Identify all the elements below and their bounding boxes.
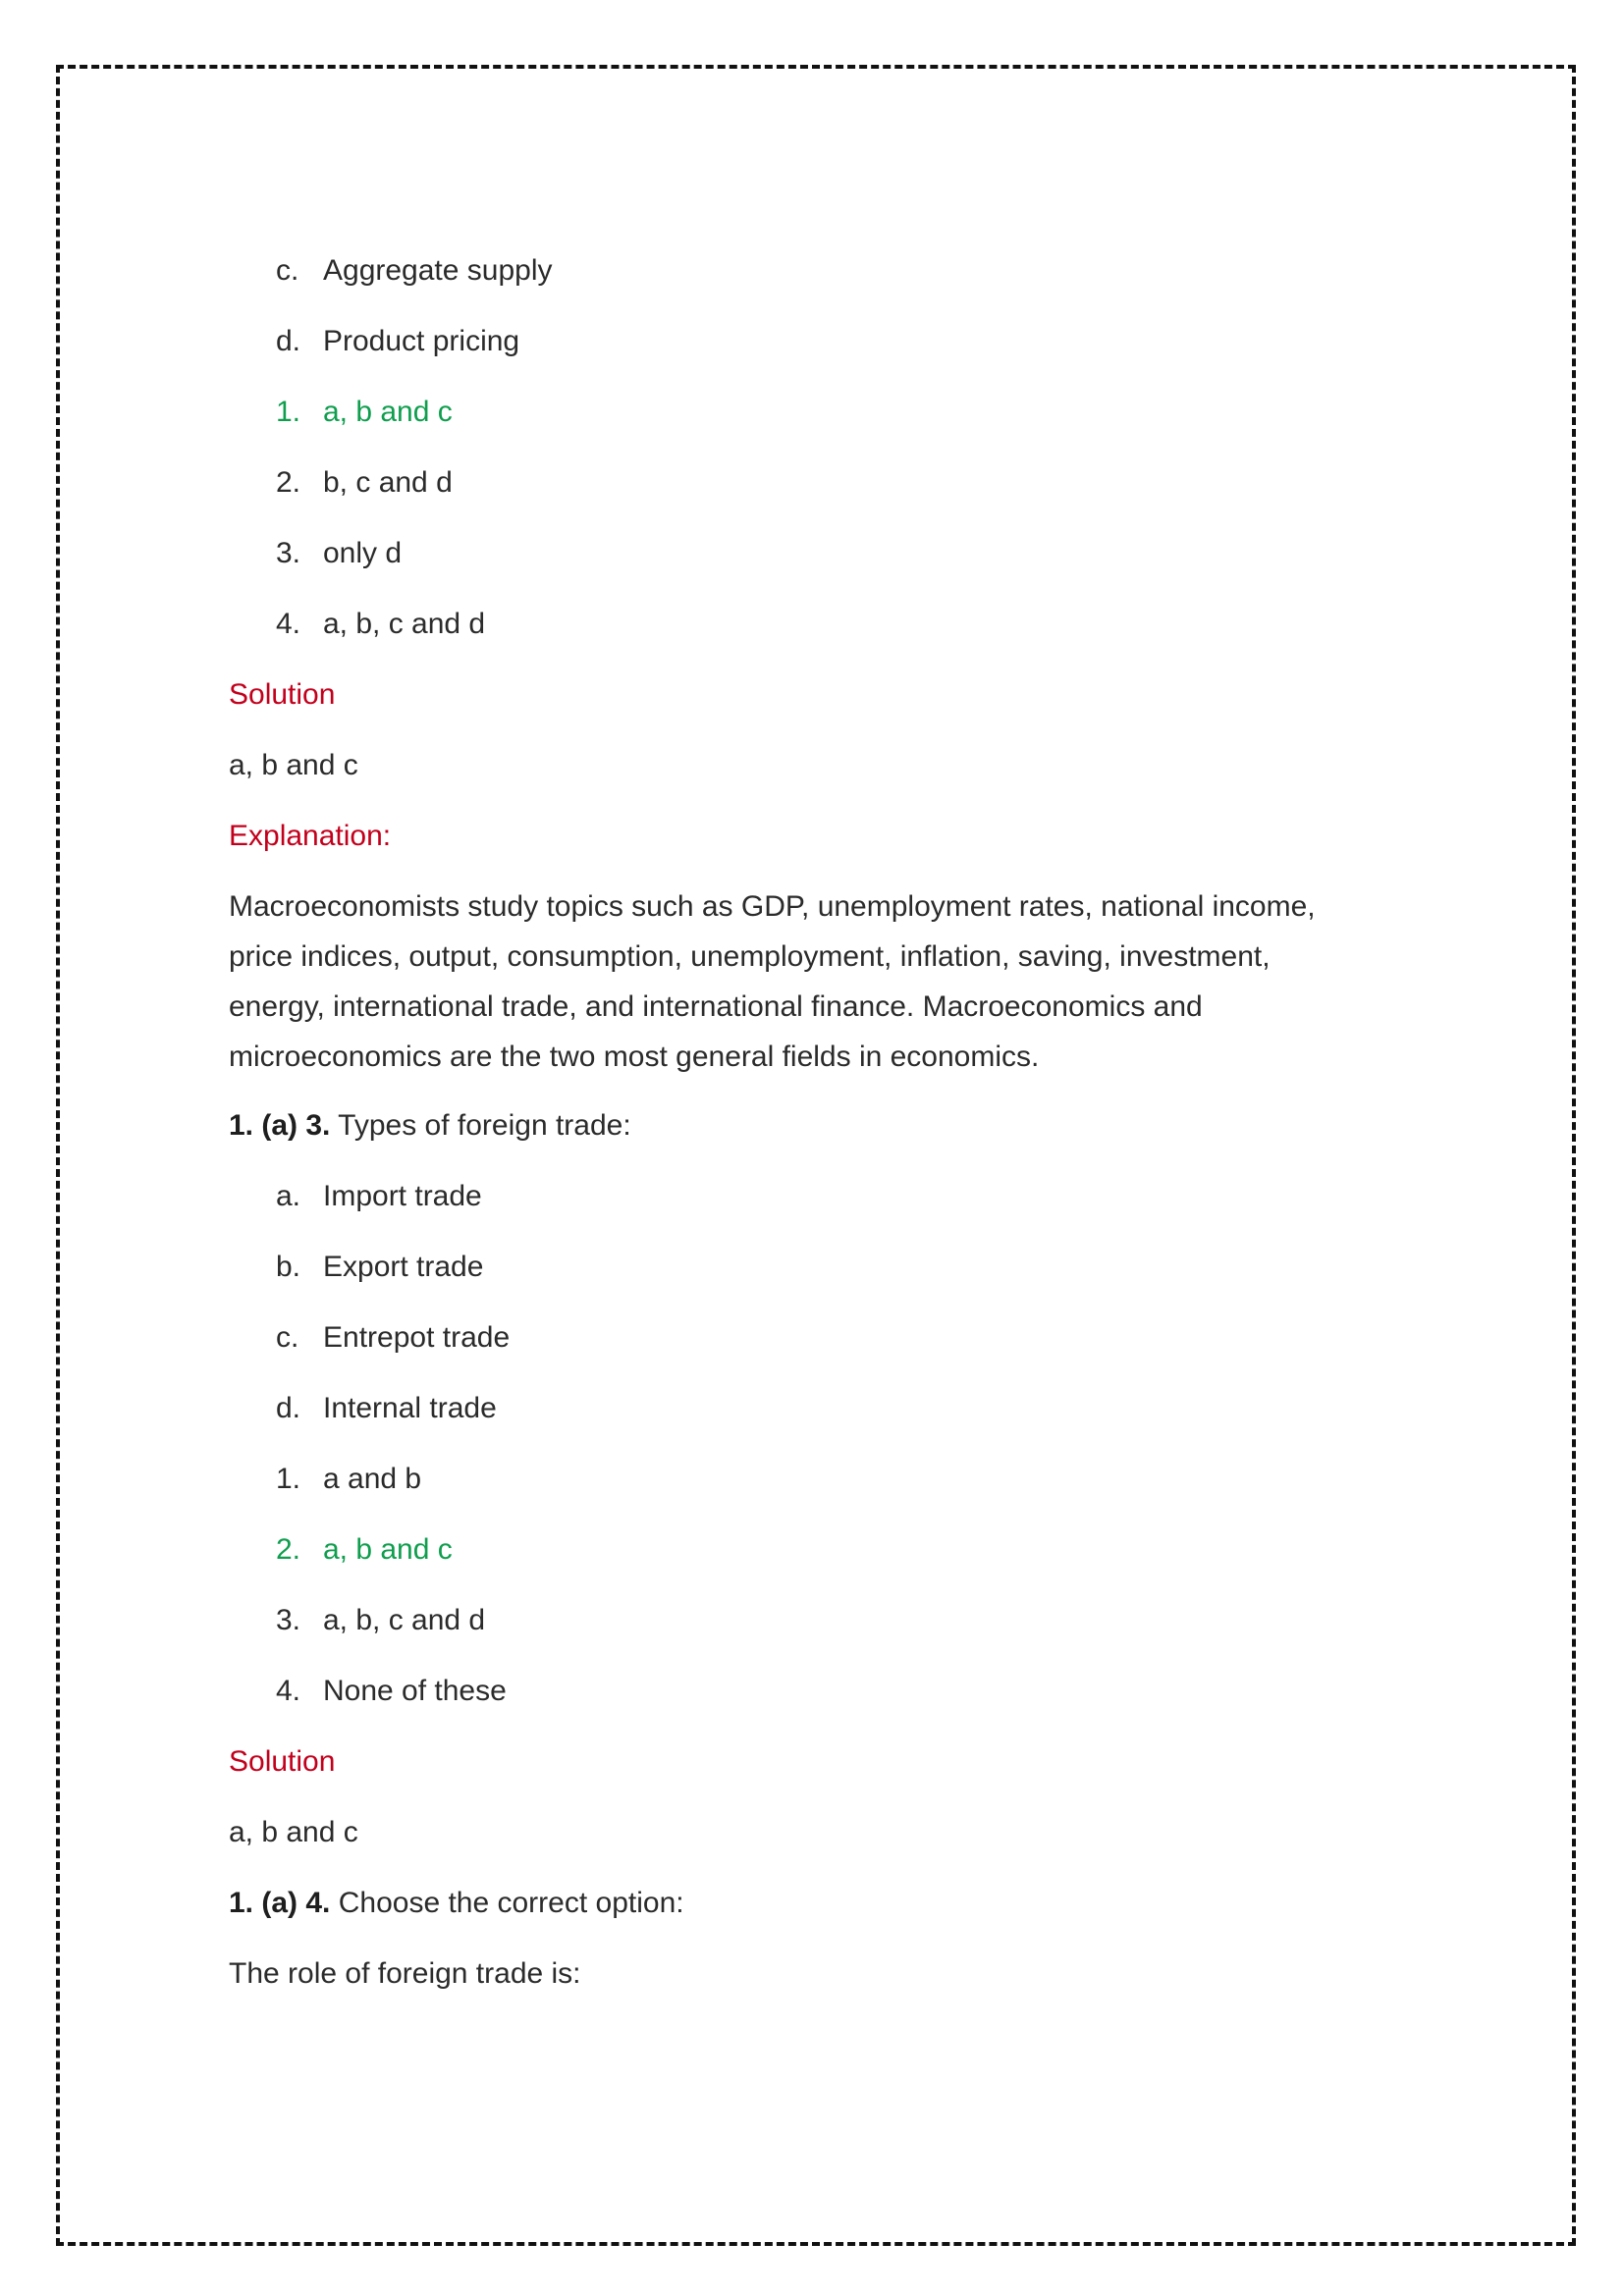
list-item-text: Product pricing	[323, 325, 520, 357]
explanation-heading: Explanation:	[229, 820, 392, 852]
question-prompt: Choose the correct option:	[338, 1887, 684, 1919]
list-item-text: Internal trade	[323, 1392, 497, 1424]
explanation-line: price indices, output, consumption, unemployment, inflation, saving, investment,	[229, 940, 1271, 973]
option-text: a, b, c and d	[323, 1604, 486, 1636]
explanation-paragraph	[229, 872, 1505, 1082]
option-number: 2.	[276, 466, 301, 499]
solution-heading: Solution	[229, 678, 336, 711]
answer-option	[229, 448, 1505, 518]
solution-text: a, b and c	[229, 749, 358, 781]
list-item	[229, 1161, 1505, 1232]
question-heading	[229, 1091, 1505, 1161]
question-number: 1. (a) 3.	[229, 1109, 331, 1142]
list-item-text: Entrepot trade	[323, 1321, 511, 1354]
list-item	[229, 1373, 1505, 1444]
option-text: a and b	[323, 1463, 422, 1495]
option-text: a, b and c	[323, 1533, 453, 1566]
list-item	[229, 236, 1505, 306]
list-marker: d.	[276, 1392, 301, 1424]
option-text: None of these	[323, 1675, 507, 1707]
question-heading	[229, 1868, 1505, 1939]
answer-option	[229, 1585, 1505, 1656]
list-marker: c.	[276, 1321, 299, 1354]
explanation-line: energy, international trade, and international finance. Macroeconomics and	[229, 990, 1203, 1023]
solution-text: a, b and c	[229, 1816, 358, 1848]
answer-option	[229, 1515, 1505, 1585]
option-number: 4.	[276, 608, 301, 640]
explanation-line: microeconomics are the two most general fields in economics.	[229, 1041, 1040, 1073]
option-text: b, c and d	[323, 466, 453, 499]
list-marker: d.	[276, 325, 301, 357]
explanation-line: Macroeconomists study topics such as GDP, unemployment rates, national income,	[229, 890, 1316, 923]
list-item-text: Import trade	[323, 1180, 482, 1212]
list-item-text: Aggregate supply	[323, 254, 553, 287]
option-text: a, b, c and d	[323, 608, 486, 640]
list-item	[229, 1303, 1505, 1373]
option-number: 3.	[276, 537, 301, 569]
list-item	[229, 306, 1505, 377]
solution-heading: Solution	[229, 1745, 336, 1778]
answer-option	[229, 377, 1505, 448]
answer-option	[229, 1656, 1505, 1727]
answer-option	[229, 589, 1505, 660]
question-stem: The role of foreign trade is:	[229, 1957, 581, 1990]
option-text: a, b and c	[323, 396, 453, 428]
option-number: 3.	[276, 1604, 301, 1636]
option-number: 2.	[276, 1533, 301, 1566]
list-marker: b.	[276, 1251, 301, 1283]
page-content	[229, 236, 1505, 2009]
option-number: 1.	[276, 1463, 301, 1495]
answer-option	[229, 1444, 1505, 1515]
list-marker: c.	[276, 254, 299, 287]
option-number: 4.	[276, 1675, 301, 1707]
question-prompt: Types of foreign trade:	[338, 1109, 631, 1142]
list-item-text: Export trade	[323, 1251, 484, 1283]
option-text: only d	[323, 537, 403, 569]
list-marker: a.	[276, 1180, 301, 1212]
question-number: 1. (a) 4.	[229, 1887, 331, 1919]
answer-option	[229, 518, 1505, 589]
option-number: 1.	[276, 396, 301, 428]
list-item	[229, 1232, 1505, 1303]
